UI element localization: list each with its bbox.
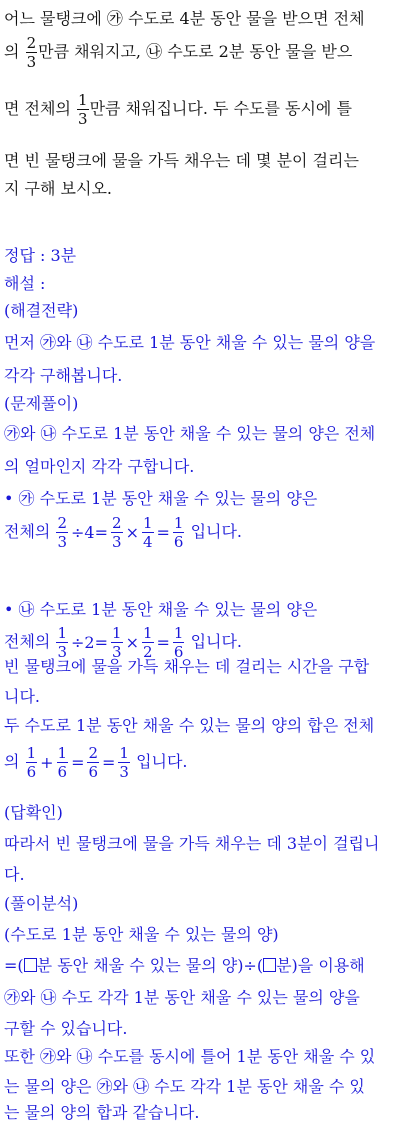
- answer-result: 정답 : 3분: [4, 246, 77, 265]
- eq-a-frac-2: $\frac{2}{3}$: [112, 514, 122, 551]
- eq-a-frac-1: $\frac{2}{3}$: [57, 514, 68, 551]
- fraction-one-third: $\frac{1}{3}$: [78, 91, 88, 128]
- equation-b: 전체의 $\frac{1}{3}$ ÷2= $\frac{1}{3}$ × $\frac{1}{2}$ = $\frac{1}{6}$ 입니다.: [4, 624, 243, 661]
- equation-a: 전체의 $\frac{2}{3}$ ÷4= $\frac{2}{3}$ × $\frac{1}{4}$ = $\frac{1}{6}$ 입니다.: [4, 514, 243, 551]
- eq-b-frac-1: $\frac{1}{3}$: [57, 624, 68, 661]
- eq-b-frac-4: $\frac{1}{6}$: [173, 624, 184, 661]
- solve-line-1: ㉮와 ㉯ 수도로 1분 동안 채울 수 있는 물의 양은 전체: [4, 424, 376, 443]
- check-title: (답확인): [4, 803, 63, 822]
- analysis-line-4: 구할 수 있습니다.: [4, 1019, 128, 1038]
- strategy-line-1: 먼저 ㉮와 ㉯ 수도로 1분 동안 채울 수 있는 물의 양을: [4, 333, 376, 352]
- analysis-line-5: 또한 ㉮와 ㉯ 수도를 동시에 틀어 1분 동안 채울 수 있: [4, 1047, 376, 1066]
- check-line-1: 따라서 빈 물탱크에 물을 가득 채우는 데 3분이 걸립니: [4, 834, 380, 853]
- eq-sum-frac-4: $\frac{1}{3}$: [119, 744, 129, 781]
- strategy-line-2: 각각 구해봅니다.: [4, 366, 123, 385]
- eq-sum-frac-3: $\frac{2}{6}$: [88, 744, 99, 781]
- sum-line-1: 두 수도로 1분 동안 채울 수 있는 물의 양의 합은 전체: [4, 716, 375, 735]
- analysis-line-6: 는 물의 양은 ㉮와 ㉯ 수도 각각 1분 동안 채울 수 있: [4, 1077, 365, 1096]
- problem-line-5: 지 구해 보시오.: [4, 179, 112, 198]
- analysis-title: (풀이분석): [4, 894, 79, 913]
- blank-box-icon: [24, 958, 37, 972]
- analysis-line-1: (수도로 1분 동안 채울 수 있는 물의 양): [4, 925, 279, 944]
- eq-a-frac-3: $\frac{1}{4}$: [142, 514, 153, 551]
- eq-b-frac-3: $\frac{1}{2}$: [142, 624, 153, 661]
- analysis-line-3: ㉮와 ㉯ 수도 각각 1분 동안 채울 수 있는 물의 양을: [4, 988, 360, 1007]
- bullet-a: • ㉮ 수도로 1분 동안 채울 수 있는 물의 양은: [4, 489, 318, 508]
- fraction-two-thirds: $\frac{2}{3}$: [26, 34, 37, 71]
- solve-title: (문제풀이): [4, 394, 79, 413]
- bullet-b: • ㉯ 수도로 1분 동안 채울 수 있는 물의 양은: [4, 600, 318, 619]
- empty-line-1: 빈 물탱크에 물을 가득 채우는 데 걸리는 시간을 구합: [4, 657, 370, 676]
- analysis-line-7: 는 물의 양의 합과 같습니다.: [4, 1103, 200, 1122]
- explanation-label: 해설 :: [4, 274, 46, 293]
- problem-line-3: 면 전체의 $\frac{1}{3}$ 만큼 채워집니다. 두 수도를 동시에 틀: [4, 91, 352, 128]
- strategy-title: (해결전략): [4, 301, 79, 320]
- problem-line-1: 어느 물탱크에 ㉮ 수도로 4분 동안 물을 받으면 전체: [4, 9, 365, 28]
- solve-line-2: 의 얼마인지 각각 구합니다.: [4, 457, 195, 476]
- problem-line-2: 의 $\frac{2}{3}$ 만큼 채워지고, ㉯ 수도로 2분 동안 물을 받으: [4, 34, 353, 71]
- eq-sum-frac-1: $\frac{1}{6}$: [26, 744, 37, 781]
- empty-line-2: 니다.: [4, 687, 40, 706]
- eq-a-frac-4: $\frac{1}{6}$: [173, 514, 184, 551]
- problem-line-4: 면 빈 물탱크에 물을 가득 채우는 데 몇 분이 걸리는: [4, 151, 359, 170]
- eq-b-frac-2: $\frac{1}{3}$: [112, 624, 122, 661]
- analysis-line-2: =( 분 동안 채울 수 있는 물의 양)÷( 분)을 이용해: [4, 956, 365, 975]
- equation-sum: 의 $\frac{1}{6}$ + $\frac{1}{6}$ = $\frac{2}{6}$ = $\frac{1}{3}$ 입니다.: [4, 744, 188, 781]
- blank-box-icon: [263, 958, 276, 972]
- eq-sum-frac-2: $\frac{1}{6}$: [57, 744, 68, 781]
- check-line-2: 다.: [4, 865, 25, 884]
